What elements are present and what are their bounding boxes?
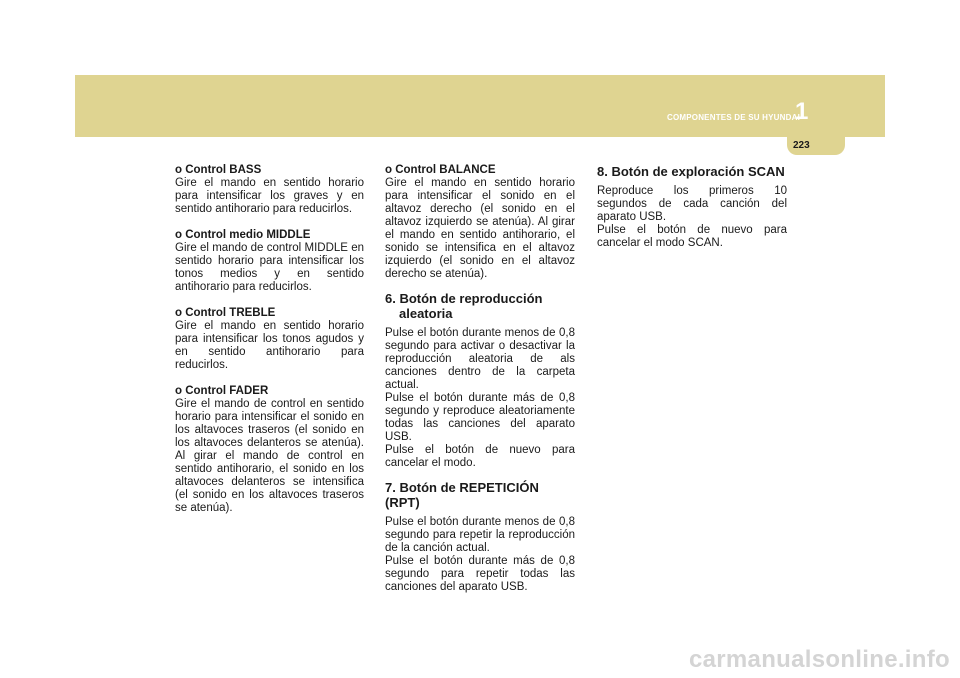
balance-text: Gire el mando en sentido horario para intensificar el sonido en el altavoz derecho (el sonido en el altavoz izquierdo se atenúa). Al girar el mando en sentido antihorario, el sonido se intensifica en el altavoz izquierdo (el sonido en el altavoz derecho se atenúa). (385, 177, 575, 280)
column-left (175, 164, 364, 515)
random-heading (385, 291, 575, 321)
random-text-1: Pulse el botón durante menos de 0,8 segundo para activar o desactivar la reproducción aleatoria de als canciones dentro de la carpeta actual. (385, 327, 575, 391)
page-number: 223 (793, 140, 810, 151)
random-heading-line2: aleatoria (399, 306, 453, 321)
middle-title: o Control medio MIDDLE (175, 229, 311, 241)
scan-text-1: Reproduce los primeros 10 segundos de cada canción del aparato USB. (597, 185, 787, 223)
random-text-3: Pulse el botón de nuevo para cancelar el modo. (385, 444, 575, 469)
random-heading-line1: 6. Botón de reproducción (385, 291, 543, 306)
section-title: COMPONENTES DE SU HYUNDAI (666, 113, 800, 122)
column-right (597, 164, 787, 250)
chapter-number: 1 (795, 98, 809, 125)
watermark: carmanualsonline.info (688, 646, 950, 673)
treble-title: o Control TREBLE (175, 307, 276, 319)
random-text-2: Pulse el botón durante más de 0,8 segundo y reproduce aleatoriamente todas las canciones del aparato USB. (385, 392, 575, 443)
bass-text: Gire el mando en sentido horario para intensificar los graves y en sentido antihorario para reducirlos. (175, 177, 364, 215)
bass-title: o Control BASS (175, 164, 262, 176)
treble-text: Gire el mando en sentido horario para intensificar los tonos agudos y en sentido antihorario para reducirlos. (175, 320, 364, 371)
scan-heading: 8. Botón de exploración SCAN (597, 164, 785, 179)
rpt-heading: 7. Botón de REPETICIÓN (RPT) (385, 480, 539, 510)
fader-title: o Control FADER (175, 385, 269, 397)
scan-text-2: Pulse el botón de nuevo para cancelar el modo SCAN. (597, 224, 787, 249)
rpt-text-2: Pulse el botón durante más de 0,8 segundo para repetir todas las canciones del aparato USB. (385, 555, 575, 593)
rpt-text-1: Pulse el botón durante menos de 0,8 segundo para repetir la reproducción de la canción actual. (385, 516, 575, 554)
balance-title: o Control BALANCE (385, 164, 496, 176)
fader-text: Gire el mando de control en sentido horario para intensificar el sonido en los altavoces traseros (el sonido en los altavoces delanteros se atenúa). Al girar el mando de control en sentido antihorario, el sonido en los altavoces delanteros se intensifica (el sonido en los altavoces traseros se atenúa). (175, 398, 364, 514)
middle-text: Gire el mando de control MIDDLE en sentido horario para intensificar los tonos medios y en sentido antihorario para reducirlos. (175, 242, 364, 293)
column-middle (385, 164, 575, 594)
header-band (75, 75, 885, 137)
